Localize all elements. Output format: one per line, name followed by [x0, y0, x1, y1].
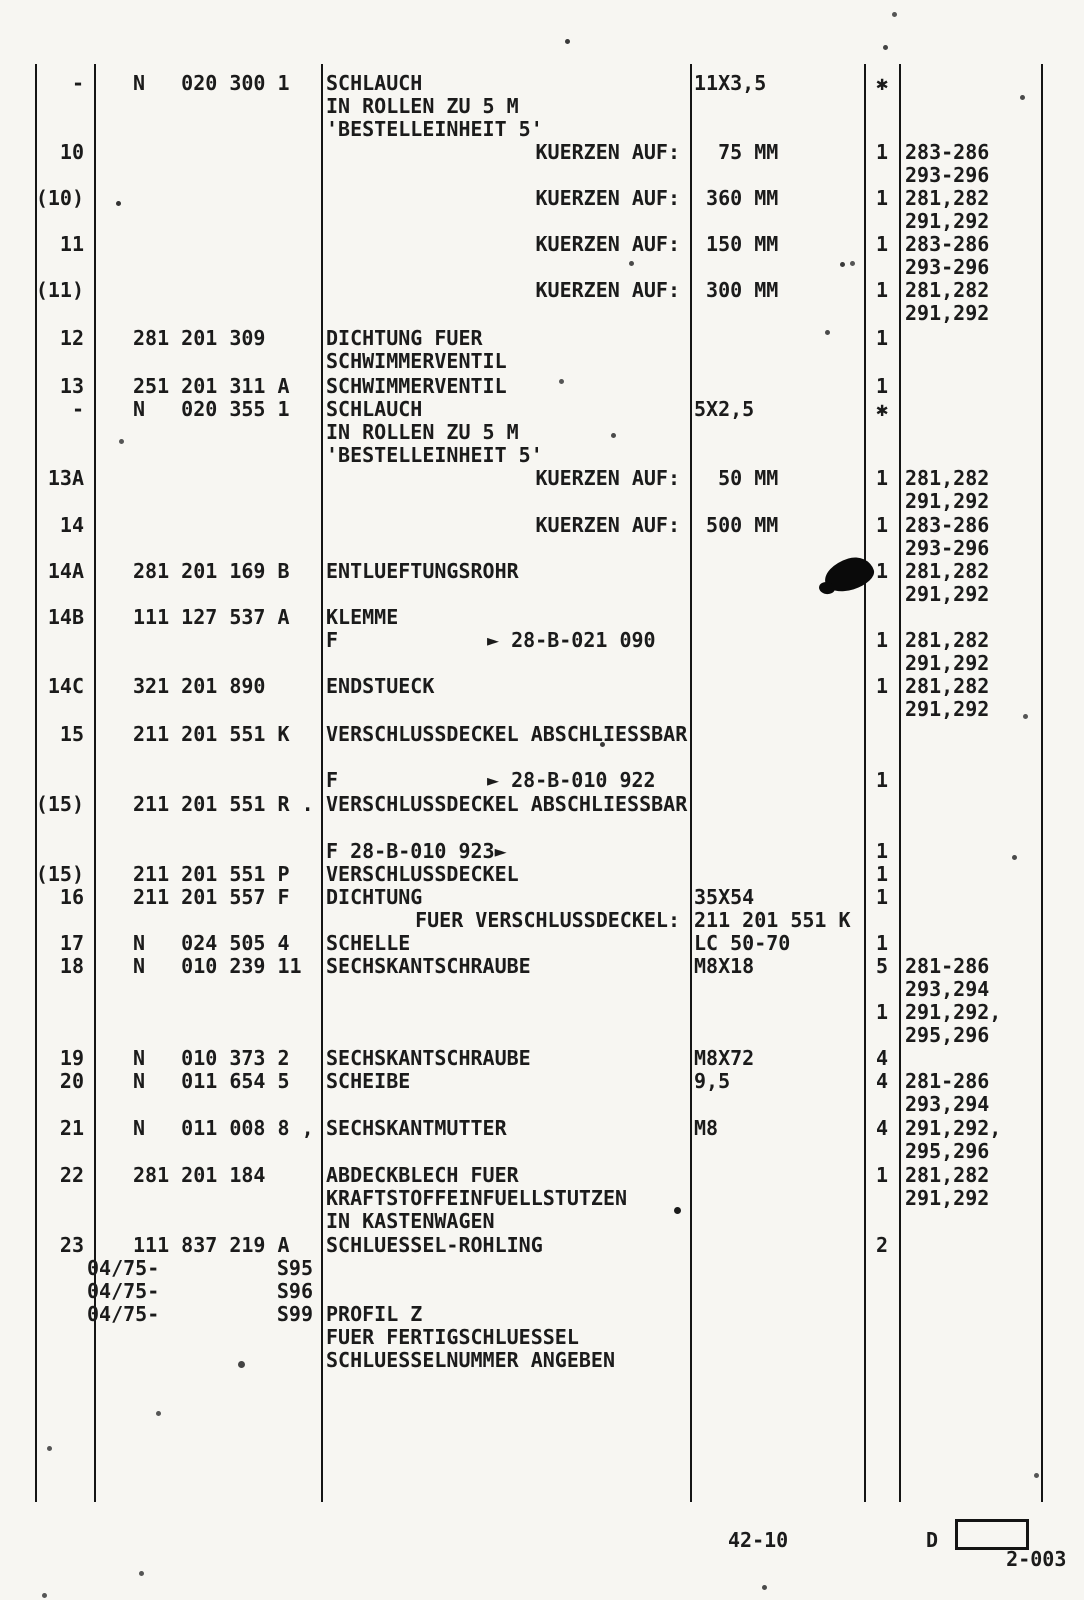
cell-model: 281,282 — [905, 1163, 990, 1187]
cell-model: 283-286 — [905, 140, 990, 164]
cell-item: 23 — [59, 1233, 84, 1257]
cell-desc: SECHSKANTMUTTER — [326, 1116, 507, 1140]
cell-desc: F — [326, 628, 339, 652]
cell-item: 12 — [59, 326, 84, 350]
cell-desc: SCHLUESSELNUMMER ANGEBEN — [326, 1348, 615, 1372]
cell-model: 291,292 — [905, 1186, 990, 1210]
cell-model: 283-286 — [905, 232, 990, 256]
cell-item: 15 — [59, 722, 84, 746]
cell-qty: 2 — [875, 1233, 888, 1257]
cell-descr: KUERZEN AUF: — [535, 232, 680, 256]
cell-item: 14A — [47, 559, 84, 583]
cell-model: 281,282 — [905, 674, 990, 698]
cell-desc: IN ROLLEN ZU 5 M — [326, 94, 519, 118]
cell-rcode: S99 — [276, 1302, 313, 1326]
cell-part: N 011 654 5 — [133, 1069, 290, 1093]
cell-desc: 'BESTELLEINHEIT 5' — [326, 117, 543, 141]
cell-model: 295,296 — [905, 1139, 990, 1163]
cell-model: 291,292, — [905, 1000, 1002, 1024]
cell-desc: F 28-B-010 923► — [326, 839, 507, 863]
cell-model: 291,292 — [905, 209, 990, 233]
cell-qty: 1 — [875, 885, 888, 909]
cell-desc: SCHWIMMERVENTIL — [326, 349, 507, 373]
cell-item: (10) — [35, 186, 84, 210]
cell-desc: IN ROLLEN ZU 5 M — [326, 420, 519, 444]
cell-dim: 211 201 551 K — [694, 908, 851, 932]
cell-model: 281,282 — [905, 278, 990, 302]
cell-qty: 1 — [875, 1000, 888, 1024]
column-divider — [690, 64, 692, 1502]
cell-desc: F — [326, 768, 339, 792]
cell-item: 10 — [59, 140, 84, 164]
cell-dim: 300 MM — [694, 278, 779, 302]
cell-model: 291,292 — [905, 489, 990, 513]
cell-part: 211 201 551 K — [133, 722, 290, 746]
cell-item: (11) — [35, 278, 84, 302]
cell-qty: 5 — [875, 954, 888, 978]
cell-qty: 1 — [875, 559, 888, 583]
cell-item: 19 — [59, 1046, 84, 1070]
country-code: D — [926, 1528, 939, 1552]
cell-part: 251 201 311 A — [133, 374, 290, 398]
cell-part: 281 201 184 — [133, 1163, 266, 1187]
cell-part: 211 201 551 P — [133, 862, 290, 886]
cell-model: 281,282 — [905, 628, 990, 652]
cell-part: 211 201 551 R . — [133, 792, 314, 816]
sheet-code-box — [955, 1519, 1067, 1571]
cell-descr: KUERZEN AUF: — [535, 278, 680, 302]
cell-rdate: 04/75- — [87, 1279, 160, 1303]
cell-item: 16 — [59, 885, 84, 909]
sheet-code: 2-003 — [1006, 1547, 1067, 1571]
cell-desc: KLEMME — [326, 605, 399, 629]
cell-dim: M8 — [694, 1116, 719, 1140]
cell-model: 291,292 — [905, 582, 990, 606]
cell-descm: ► 28-B-021 090 — [487, 628, 656, 652]
cell-qty: 4 — [875, 1046, 888, 1070]
cell-part: N 020 300 1 — [133, 71, 290, 95]
cell-desc: SCHLAUCH — [326, 397, 423, 421]
cell-item: 13A — [47, 466, 84, 490]
cell-rdate: 04/75- — [87, 1256, 160, 1280]
page-number: 42-10 — [728, 1528, 789, 1552]
cell-model: 291,292, — [905, 1116, 1002, 1140]
cell-dim: M8X72 — [694, 1046, 755, 1070]
cell-item: 17 — [59, 931, 84, 955]
cell-item: 14B — [47, 605, 84, 629]
cell-desc: SCHLUESSEL-ROHLING — [326, 1233, 543, 1257]
cell-qty: 1 — [875, 278, 888, 302]
cell-dim: 360 MM — [694, 186, 779, 210]
cell-qty: 1 — [875, 326, 888, 350]
column-divider — [321, 64, 323, 1502]
cell-descm: ► 28-B-010 922 — [487, 768, 656, 792]
cell-desc: SECHSKANTSCHRAUBE — [326, 954, 531, 978]
cell-model: 281-286 — [905, 1069, 990, 1093]
cell-item: 13 — [59, 374, 84, 398]
cell-desc: SCHEIBE — [326, 1069, 411, 1093]
cell-item: 22 — [59, 1163, 84, 1187]
cell-descr: FUER VERSCHLUSSDECKEL: — [415, 908, 680, 932]
cell-part: N 011 008 8 , — [133, 1116, 314, 1140]
cell-item: 21 — [59, 1116, 84, 1140]
cell-desc: FUER FERTIGSCHLUESSEL — [326, 1325, 579, 1349]
cell-qty: 1 — [875, 140, 888, 164]
cell-model: 293-296 — [905, 536, 990, 560]
cell-descr: KUERZEN AUF: — [535, 186, 680, 210]
cell-qty: 4 — [875, 1116, 888, 1140]
cell-dim: M8X18 — [694, 954, 755, 978]
cell-item: 14 — [59, 513, 84, 537]
cell-model: 281,282 — [905, 186, 990, 210]
cell-model: 283-286 — [905, 513, 990, 537]
cell-dim: 75 MM — [694, 140, 779, 164]
cell-descr: KUERZEN AUF: — [535, 140, 680, 164]
cell-rcode: S96 — [276, 1279, 313, 1303]
cell-part: 281 201 169 B — [133, 559, 290, 583]
cell-dim: 9,5 — [694, 1069, 731, 1093]
scan-specks — [0, 0, 3, 3]
cell-qty: 1 — [875, 466, 888, 490]
cell-item: (15) — [35, 862, 84, 886]
cell-desc: SCHLAUCH — [326, 71, 423, 95]
cell-model: 293-296 — [905, 255, 990, 279]
cell-item: - — [71, 71, 84, 95]
cell-part: 111 127 537 A — [133, 605, 290, 629]
cell-item: (15) — [35, 792, 84, 816]
cell-descr: KUERZEN AUF: — [535, 466, 680, 490]
cell-part: 111 837 219 A — [133, 1233, 290, 1257]
cell-model: 295,296 — [905, 1023, 990, 1047]
cell-part: N 020 355 1 — [133, 397, 290, 421]
cell-model: 291,292 — [905, 697, 990, 721]
cell-item: - — [71, 397, 84, 421]
cell-qty: 1 — [875, 1163, 888, 1187]
cell-part: N 010 373 2 — [133, 1046, 290, 1070]
cell-desc: 'BESTELLEINHEIT 5' — [326, 443, 543, 467]
cell-model: 281,282 — [905, 559, 990, 583]
cell-qty: 4 — [875, 1069, 888, 1093]
cell-item: 14C — [47, 674, 84, 698]
cell-part: 281 201 309 — [133, 326, 266, 350]
cell-qty: 1 — [875, 374, 888, 398]
cell-desc: SCHELLE — [326, 931, 411, 955]
cell-desc: DICHTUNG FUER — [326, 326, 483, 350]
cell-dim: 11X3,5 — [694, 71, 767, 95]
cell-desc: VERSCHLUSSDECKEL — [326, 862, 519, 886]
cell-qty: 1 — [875, 674, 888, 698]
cell-part: N 010 239 11 — [133, 954, 302, 978]
cell-desc: VERSCHLUSSDECKEL ABSCHLIESSBAR — [326, 722, 688, 746]
cell-desc: SECHSKANTSCHRAUBE — [326, 1046, 531, 1070]
cell-qty: ✱ — [875, 397, 888, 421]
cell-dim: 150 MM — [694, 232, 779, 256]
cell-qty: ✱ — [875, 71, 888, 95]
cell-model: 291,292 — [905, 301, 990, 325]
ink-blob-artifact — [821, 552, 878, 596]
cell-qty: 1 — [875, 628, 888, 652]
cell-dim: LC 50-70 — [694, 931, 791, 955]
cell-qty: 1 — [875, 931, 888, 955]
cell-model: 293,294 — [905, 1092, 990, 1116]
cell-desc: DICHTUNG — [326, 885, 423, 909]
cell-qty: 1 — [875, 839, 888, 863]
column-divider — [899, 64, 901, 1502]
cell-desc: VERSCHLUSSDECKEL ABSCHLIESSBAR — [326, 792, 688, 816]
cell-desc: ENDSTUECK — [326, 674, 435, 698]
cell-qty: 1 — [875, 768, 888, 792]
cell-descr: KUERZEN AUF: — [535, 513, 680, 537]
cell-qty: 1 — [875, 232, 888, 256]
cell-dim: 50 MM — [694, 466, 779, 490]
cell-dim: 5X2,5 — [694, 397, 755, 421]
cell-model: 291,292 — [905, 651, 990, 675]
cell-desc: ABDECKBLECH FUER — [326, 1163, 519, 1187]
cell-item: 20 — [59, 1069, 84, 1093]
cell-model: 293,294 — [905, 977, 990, 1001]
cell-part: N 024 505 4 — [133, 931, 290, 955]
cell-qty: 1 — [875, 186, 888, 210]
cell-rcode: S95 — [276, 1256, 313, 1280]
cell-model: 281,282 — [905, 466, 990, 490]
cell-qty: 1 — [875, 513, 888, 537]
cell-part: 211 201 557 F — [133, 885, 290, 909]
cell-dim: 500 MM — [694, 513, 779, 537]
cell-part: 321 201 890 — [133, 674, 266, 698]
cell-desc: KRAFTSTOFFEINFUELLSTUTZEN — [326, 1186, 628, 1210]
cell-item: 18 — [59, 954, 84, 978]
cell-desc: SCHWIMMERVENTIL — [326, 374, 507, 398]
cell-item: 11 — [59, 232, 84, 256]
cell-rdate: 04/75- — [87, 1302, 160, 1326]
column-divider — [1041, 64, 1043, 1502]
cell-dim: 35X54 — [694, 885, 755, 909]
cell-model: 281-286 — [905, 954, 990, 978]
cell-desc: IN KASTENWAGEN — [326, 1209, 495, 1233]
cell-model: 293-296 — [905, 163, 990, 187]
cell-desc: PROFIL Z — [326, 1302, 423, 1326]
cell-qty: 1 — [875, 862, 888, 886]
cell-desc: ENTLUEFTUNGSROHR — [326, 559, 519, 583]
